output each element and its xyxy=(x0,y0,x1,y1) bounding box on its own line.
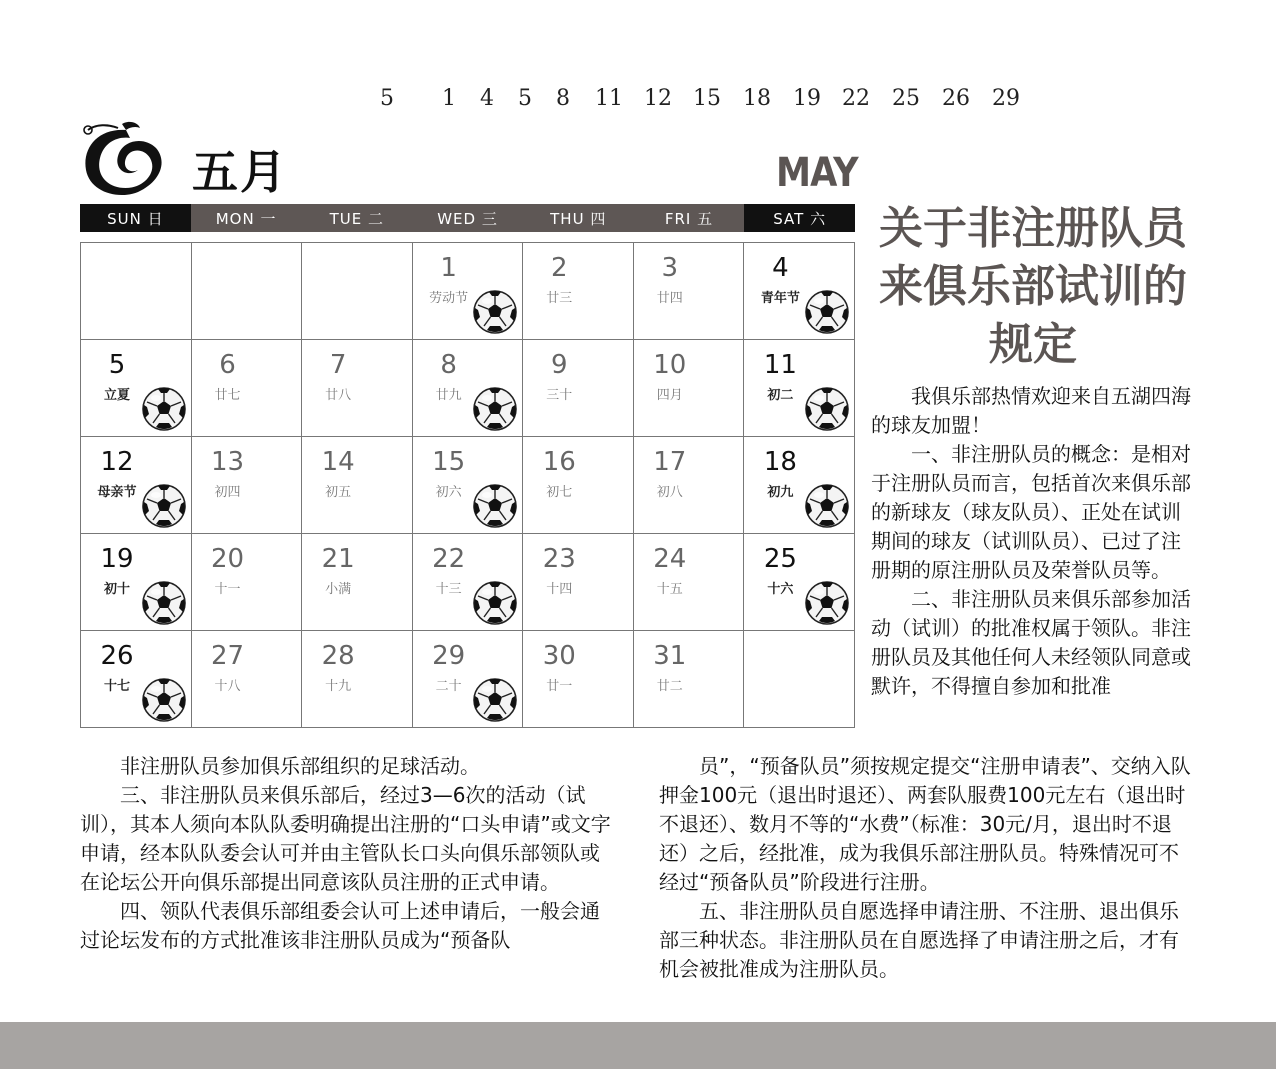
lunar-date: 十九 xyxy=(325,679,352,694)
calendar-week-row xyxy=(81,340,855,437)
day-number: 17 xyxy=(653,447,687,477)
top-number: 19 xyxy=(793,86,821,111)
article-title xyxy=(866,200,1200,374)
calendar-day-cell xyxy=(81,243,192,340)
top-number: 12 xyxy=(644,86,672,111)
day-number: 7 xyxy=(329,350,347,380)
calendar-day-cell xyxy=(302,243,413,340)
calendar-day-cell xyxy=(81,437,192,534)
weekday-label: THU 四 xyxy=(550,209,607,228)
article-paragraph: 我俱乐部热情欢迎来自五湖四海的球友加盟！ xyxy=(871,384,1191,437)
calendar-day-cell xyxy=(191,631,302,728)
footer-bar xyxy=(0,1022,1276,1069)
lunar-date: 母亲节 xyxy=(97,485,137,500)
soccer-ball-icon xyxy=(804,386,850,432)
calendar-day-cell xyxy=(302,534,413,631)
calendar-day-cell xyxy=(302,631,413,728)
lunar-date: 初十 xyxy=(103,582,130,597)
calendar-day-cell xyxy=(633,340,744,437)
day-number: 2 xyxy=(550,253,568,283)
lunar-date: 初六 xyxy=(435,485,462,500)
lunar-date: 十一 xyxy=(214,582,241,597)
weekday-label: MON 一 xyxy=(215,209,277,228)
soccer-ball-icon xyxy=(804,483,850,529)
article-title-line: 关于非注册队员 xyxy=(879,203,1187,254)
article-paragraph: 非注册队员参加俱乐部组织的足球活动。 xyxy=(120,754,480,778)
day-number: 5 xyxy=(108,350,126,380)
top-number: 26 xyxy=(942,86,970,111)
lunar-date: 廿二 xyxy=(656,679,683,694)
article-paragraph: 三、非注册队员来俱乐部后，经过3—6次的活动（试训），其本人须向本队队委明确提出注册的“口头申请”或文字申请，经本队队委会认可并由主管队长口头向俱乐部领队或在论坛公开向俱乐部提出同意该队员注册的正式申请。 xyxy=(80,783,611,894)
calendar-week-row xyxy=(81,243,855,340)
calendar-day-cell xyxy=(744,534,855,631)
soccer-ball-icon xyxy=(472,386,518,432)
calendar-day-cell xyxy=(523,437,634,534)
lunar-date: 初八 xyxy=(656,485,683,500)
day-number: 27 xyxy=(211,641,245,671)
calendar-day-cell xyxy=(81,534,192,631)
lunar-date: 初四 xyxy=(214,485,241,500)
day-number: 15 xyxy=(432,447,466,477)
day-number: 9 xyxy=(550,350,568,380)
lunar-date: 廿四 xyxy=(656,291,683,306)
calendar-day-cell xyxy=(523,534,634,631)
calendar-week-row xyxy=(81,534,855,631)
day-number: 8 xyxy=(440,350,457,380)
day-number: 3 xyxy=(661,253,679,283)
day-number: 31 xyxy=(653,641,687,671)
weekday-label: SUN 日 xyxy=(80,204,191,232)
calendar-day-cell xyxy=(191,437,302,534)
weekday-label: WED 三 xyxy=(437,209,498,228)
soccer-ball-icon xyxy=(141,386,187,432)
lunar-date: 二十 xyxy=(435,679,462,694)
month-title-cn: 五月 xyxy=(192,145,288,199)
article-column-middle xyxy=(659,752,1197,984)
soccer-ball-icon xyxy=(472,289,518,335)
lunar-date: 十七 xyxy=(103,679,130,694)
weekday-label: SAT 六 xyxy=(744,204,855,232)
top-number: 4 xyxy=(480,86,494,111)
day-number: 23 xyxy=(542,544,576,574)
soccer-ball-icon xyxy=(141,677,187,723)
calendar-day-cell xyxy=(744,340,855,437)
top-number: 18 xyxy=(743,86,771,111)
day-number: 4 xyxy=(772,253,789,283)
article-title-line: 规定 xyxy=(989,319,1077,370)
article-title-line: 来俱乐部试训的 xyxy=(879,261,1187,312)
snake-logo-icon xyxy=(78,118,174,202)
top-number: 11 xyxy=(595,86,623,111)
day-number: 28 xyxy=(321,641,355,671)
day-number: 22 xyxy=(432,544,466,574)
soccer-ball-icon xyxy=(472,580,518,626)
top-number: 25 xyxy=(892,86,920,111)
calendar-day-cell xyxy=(302,437,413,534)
weekday-label: TUE 二 xyxy=(329,209,384,228)
lunar-date: 劳动节 xyxy=(429,291,469,306)
soccer-ball-icon xyxy=(141,483,187,529)
lunar-date: 廿一 xyxy=(546,679,573,694)
lunar-date: 初七 xyxy=(546,485,573,500)
weekday-header xyxy=(80,204,855,232)
day-number: 14 xyxy=(321,447,355,477)
lunar-date: 廿三 xyxy=(546,291,573,306)
day-number: 10 xyxy=(653,350,687,380)
top-number: 8 xyxy=(556,86,570,111)
calendar-day-cell xyxy=(523,631,634,728)
article-column-right xyxy=(871,382,1197,701)
article-column-left xyxy=(80,752,618,955)
day-number: 19 xyxy=(100,544,134,574)
lunar-date: 十四 xyxy=(546,582,573,597)
calendar-day-cell xyxy=(412,243,523,340)
calendar-day-cell xyxy=(412,340,523,437)
top-number: 29 xyxy=(992,86,1020,111)
day-number: 30 xyxy=(542,641,576,671)
day-number: 29 xyxy=(432,641,466,671)
calendar-day-cell xyxy=(81,631,192,728)
calendar-day-cell xyxy=(744,243,855,340)
lunar-date: 廿八 xyxy=(325,388,352,403)
soccer-ball-icon xyxy=(472,677,518,723)
calendar-day-cell xyxy=(191,243,302,340)
calendar-day-cell xyxy=(412,534,523,631)
soccer-ball-icon xyxy=(804,289,850,335)
top-number: 22 xyxy=(842,86,870,111)
calendar-day-cell xyxy=(191,534,302,631)
top-number: 5 xyxy=(518,86,532,111)
calendar-day-cell xyxy=(302,340,413,437)
lunar-date: 初九 xyxy=(767,485,794,500)
article-paragraph: 员”，“预备队员”须按规定提交“注册申请表”、交纳入队押金100元（退出时退还）、两套队服费100元左右（退出时不退还）、数月不等的“水费”（标准：30元/月，退出时不退还）之后，经批准，成为我俱乐部注册队员。特殊情况可不经过“预备队员”阶段进行注册。 xyxy=(659,754,1191,894)
top-number: 5 xyxy=(380,86,394,111)
day-number: 16 xyxy=(542,447,576,477)
calendar-day-cell xyxy=(633,437,744,534)
lunar-date: 十六 xyxy=(767,582,794,597)
lunar-date: 十八 xyxy=(214,679,241,694)
lunar-date: 四月 xyxy=(656,388,683,403)
day-number: 24 xyxy=(653,544,687,574)
calendar-day-cell xyxy=(523,243,634,340)
calendar-day-cell xyxy=(633,631,744,728)
calendar-day-cell xyxy=(633,243,744,340)
soccer-ball-icon xyxy=(804,580,850,626)
calendar-week-row xyxy=(81,631,855,728)
lunar-date: 初二 xyxy=(767,388,794,403)
article-paragraph: 五、非注册队员自愿选择申请注册、不注册、退出俱乐部三种状态。非注册队员在自愿选择了申请注册之后，才有机会被批准成为注册队员。 xyxy=(659,899,1179,981)
lunar-date: 初五 xyxy=(325,485,352,500)
calendar-day-cell xyxy=(81,340,192,437)
article-paragraph: 四、领队代表俱乐部组委会认可上述申请后，一般会通过论坛发布的方式批准该非注册队员成为“预备队 xyxy=(80,899,600,952)
lunar-date: 十五 xyxy=(656,582,683,597)
lunar-date: 廿九 xyxy=(435,388,462,403)
calendar-day-cell xyxy=(744,631,855,728)
day-number: 1 xyxy=(440,253,457,283)
day-number: 12 xyxy=(100,447,134,477)
lunar-date: 立夏 xyxy=(103,388,130,403)
month-title-en: MAY xyxy=(776,150,858,196)
day-number: 6 xyxy=(219,350,236,380)
day-number: 20 xyxy=(211,544,245,574)
day-number: 11 xyxy=(763,350,797,380)
calendar-day-cell xyxy=(412,631,523,728)
lunar-date: 青年节 xyxy=(760,291,800,306)
calendar-day-cell xyxy=(633,534,744,631)
lunar-date: 小满 xyxy=(325,582,352,597)
weekday-label: FRI 五 xyxy=(664,209,714,228)
day-number: 18 xyxy=(763,447,797,477)
day-number: 25 xyxy=(763,544,797,574)
lunar-date: 十三 xyxy=(435,582,462,597)
top-number: 15 xyxy=(693,86,721,111)
day-number: 21 xyxy=(321,544,355,574)
soccer-ball-icon xyxy=(472,483,518,529)
lunar-date: 三十 xyxy=(546,388,573,403)
day-number: 13 xyxy=(211,447,245,477)
calendar-day-cell xyxy=(523,340,634,437)
calendar-day-cell xyxy=(744,437,855,534)
day-number: 26 xyxy=(100,641,134,671)
calendar-day-cell xyxy=(412,437,523,534)
article-paragraph: 二、非注册队员来俱乐部参加活动（试训）的批准权属于领队。非注册队员及其他任何人未经领队同意或默许，不得擅自参加和批准 xyxy=(871,587,1191,698)
calendar-grid xyxy=(80,242,855,728)
top-number: 1 xyxy=(442,86,456,111)
soccer-ball-icon xyxy=(141,580,187,626)
calendar-week-row xyxy=(81,437,855,534)
article-paragraph: 一、非注册队员的概念：是相对于注册队员而言，包括首次来俱乐部的新球友（球友队员）、正处在试训期间的球友（试训队员）、已过了注册期的原注册队员及荣誉队员等。 xyxy=(871,442,1191,582)
lunar-date: 廿七 xyxy=(214,388,241,403)
calendar-day-cell xyxy=(191,340,302,437)
